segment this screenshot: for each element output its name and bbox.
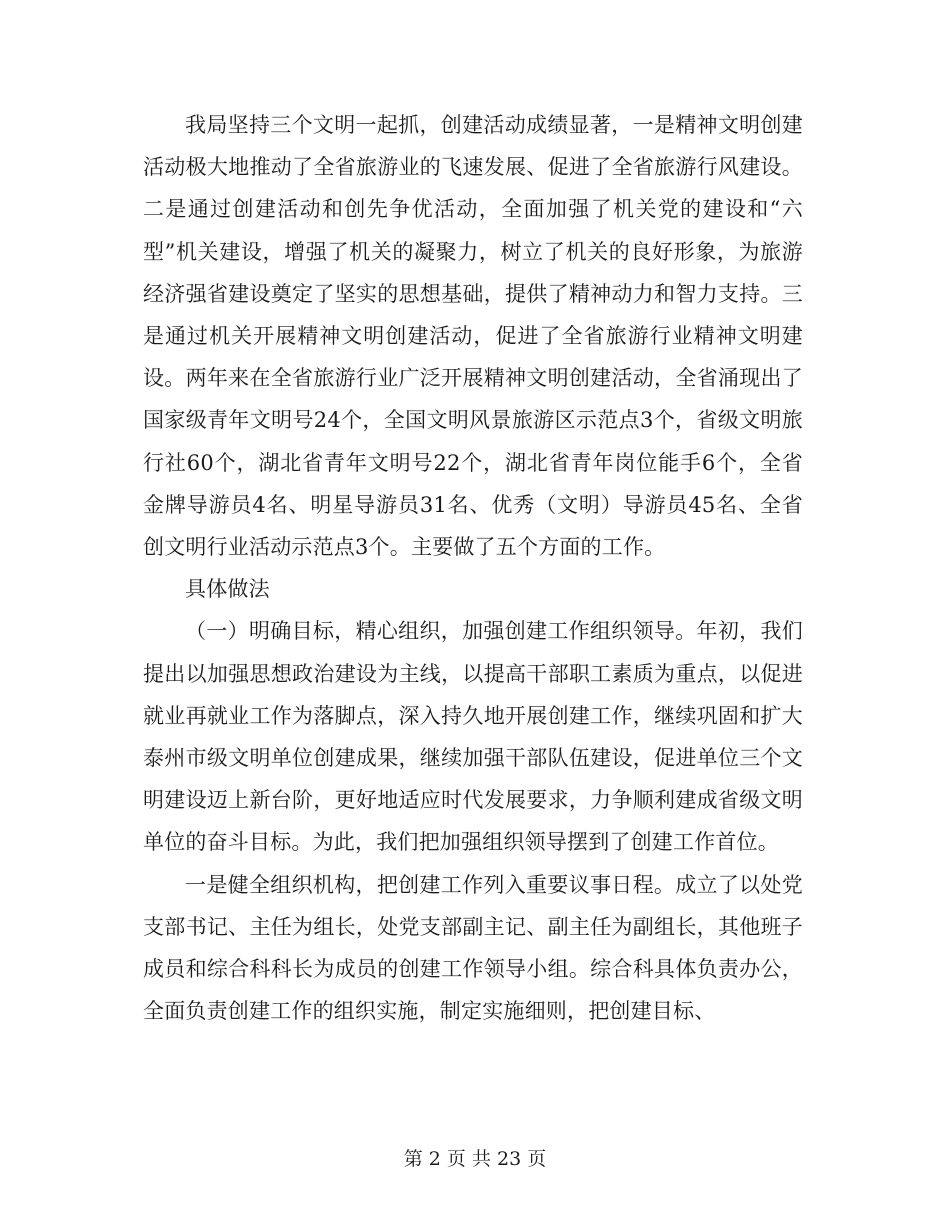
document-body [143, 104, 803, 1032]
paragraph-summary: 我局坚持三个文明一起抓，创建活动成绩显著，一是精神文明创建活动极大地推动了全省旅游业的飞速发展、促进了全省旅游行风建设。二是通过创建活动和创先争优活动，全面加强了机关党的建设和“六型”机关建设，增强了机关的凝聚力，树立了机关的良好形象，为旅游经济强省建设奠定了坚实的思想基础，提供了精神动力和智力支持。三是通过机关开展精神文明创建活动，促进了全省旅游行业精神文明建设。两年来在全省旅游行业广泛开展精神文明创建活动，全省涌现出了国家级青年文明号24个，全国文明风景旅游区示范点3个，省级文明旅行社60个，湖北省青年文明号22个，湖北省青年岗位能手6个，全省金牌导游员4名、明星导游员31名、优秀（文明）导游员45名、全省创文明行业活动示范点3个。主要做了五个方面的工作。 [143, 113, 803, 560]
section-heading: 具体做法 [185, 577, 270, 602]
paragraph-goal-organization: （一）明确目标，精心组织，加强创建工作组织领导。年初，我们提出以加强思想政治建设为主线，以提高干部职工素质为重点，以促进就业再就业工作为落脚点，深入持久地开展创建工作，继续巩固和扩大泰州市级文明单位创建成果，继续加强干部队伍建设，促进单位三个文明建设迈上新台阶，更好地适应时代发展要求，力争顺利建成省级文明单位的奋斗目标。为此，我们把加强组织领导摆到了创建工作首位。 [143, 619, 803, 855]
paragraph-organization-structure: 一是健全组织机构，把创建工作列入重要议事日程。成立了以处党支部书记、主任为组长，处党支部副主记、副主任为副组长，其他班子成员和综合科科长为成员的创建工作领导小组。综合科具体负责办公，全面负责创建工作的组织实施，制定实施细则，把创建目标、 [143, 872, 803, 1024]
page-number-footer: 第 2 页 共 23 页 [403, 1148, 547, 1170]
